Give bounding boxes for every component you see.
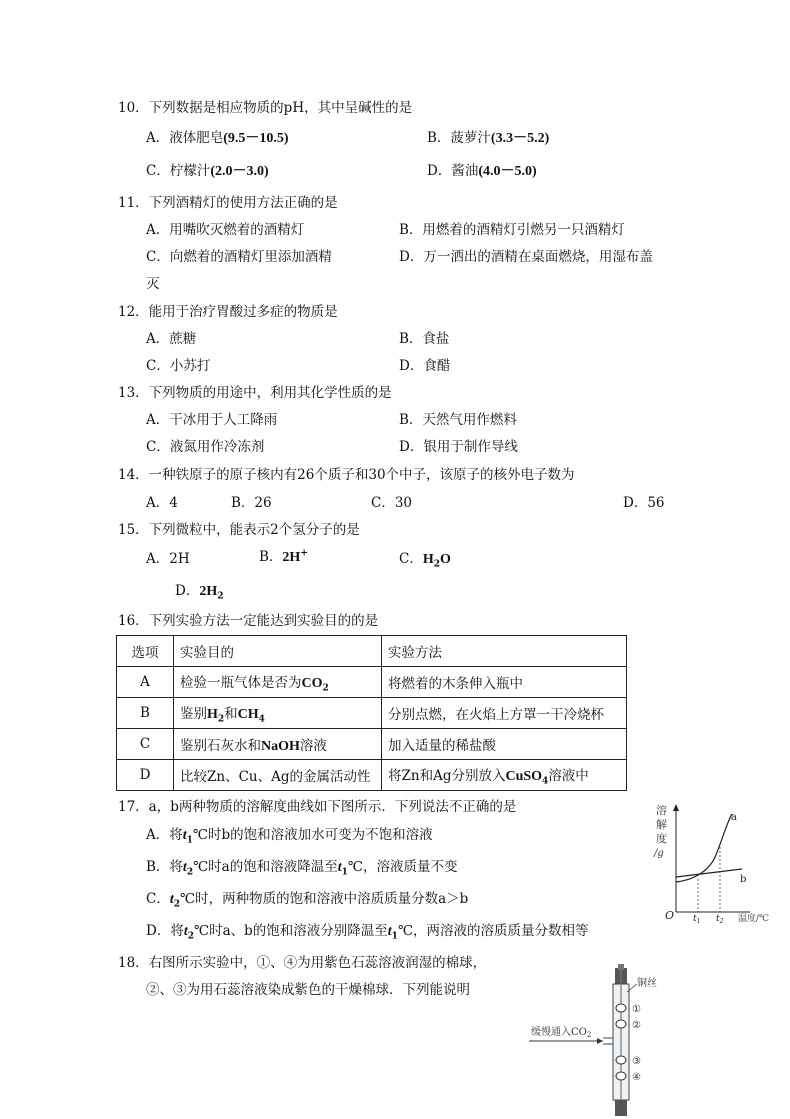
graph-ylabel-1: 溶 bbox=[656, 804, 667, 817]
cotton-ball-3 bbox=[616, 1056, 626, 1064]
q15-option-d: D．$2H_2$ bbox=[175, 583, 224, 602]
cotton-ball-2 bbox=[616, 1020, 626, 1028]
q14-option-c: C．30 bbox=[371, 495, 413, 511]
q17-stem: 17．a，b两种物质的溶解度曲线如下图所示．下列说法不正确的是 bbox=[118, 799, 517, 815]
y-axis-arrow bbox=[673, 804, 679, 811]
curve-b-label: b bbox=[740, 874, 747, 885]
q10-option-c: C．柠檬汁(2.0－3.0) bbox=[146, 163, 269, 179]
q10-stem: 10．下列数据是相应物质的pH，其中呈碱性的是 bbox=[118, 100, 413, 116]
q16-stem: 16．下列实验方法一定能达到实验目的的是 bbox=[118, 613, 379, 629]
ball-label-3: ③ bbox=[632, 1056, 641, 1067]
q18-line2: ②、③为用石蕊溶液染成紫色的干燥棉球．下列能说明 bbox=[146, 982, 470, 998]
q15-stem: 15．下列微粒中，能表示2个氢分子的是 bbox=[118, 522, 360, 538]
q11-option-a: A．用嘴吹灭燃着的酒精灯 bbox=[146, 222, 305, 238]
table-row bbox=[117, 698, 627, 729]
q11-option-b: B．用燃着的酒精灯引燃另一只酒精灯 bbox=[399, 222, 625, 238]
top-stopper-cap bbox=[618, 964, 624, 970]
graph-ylabel-3: 度 bbox=[656, 832, 667, 845]
q15-option-a: A．2H bbox=[146, 551, 190, 567]
curve-a-label: a bbox=[731, 812, 737, 823]
row-option: B bbox=[117, 698, 174, 729]
table-row bbox=[117, 760, 627, 791]
solubility-graph bbox=[650, 800, 785, 925]
q15-option-c: C．$H_2O$ bbox=[399, 551, 451, 570]
t1-label: $t_1$ bbox=[693, 914, 701, 925]
row-purpose: 检验一瓶气体是否为$CO_2$ bbox=[174, 667, 382, 698]
q13-option-d: D．银用于制作导线 bbox=[399, 439, 518, 455]
gas-arrow-head bbox=[597, 1038, 603, 1044]
q12-option-d: D．食醋 bbox=[399, 358, 451, 374]
q13-option-c: C．液氮用作冷冻剂 bbox=[146, 439, 265, 455]
table-row bbox=[117, 667, 627, 698]
header-option: 选项 bbox=[117, 636, 174, 667]
row-method: 加入适量的稀盐酸 bbox=[382, 729, 627, 760]
gas-label: 缓慢通入$CO_2$ bbox=[531, 1027, 592, 1039]
wire-label: 铜丝 bbox=[637, 978, 657, 989]
q13-option-b: B．天然气用作燃料 bbox=[399, 412, 517, 428]
header-method: 实验方法 bbox=[382, 636, 627, 667]
q12-option-b: B．食盐 bbox=[399, 331, 450, 347]
q14-option-d: D．56 bbox=[623, 495, 665, 511]
q11-option-c: C．向燃着的酒精灯里添加酒精 bbox=[146, 249, 332, 265]
q13-stem: 13．下列物质的用途中，利用其化学性质的是 bbox=[118, 385, 392, 401]
table-header-row bbox=[117, 636, 627, 667]
row-method: 分别点燃，在火焰上方罩一干冷烧杯 bbox=[382, 698, 627, 729]
row-option: C bbox=[117, 729, 174, 760]
q14-option-b: B．26 bbox=[231, 495, 272, 511]
cotton-ball-4 bbox=[616, 1072, 626, 1080]
q17-option-b: B．将$t_2℃$时a的饱和溶液降温至$t_1℃$，溶液质量不变 bbox=[146, 859, 458, 878]
header-purpose: 实验目的 bbox=[174, 636, 382, 667]
row-purpose: 比较Zn、Cu、Ag的金属活动性 bbox=[174, 760, 382, 791]
q11-option-d-cont: 灭 bbox=[146, 276, 160, 292]
q10-option-a: A．液体肥皂(9.5－10.5) bbox=[146, 130, 289, 146]
q11-stem: 11．下列酒精灯的使用方法正确的是 bbox=[118, 195, 338, 211]
ball-label-1: ① bbox=[632, 1004, 641, 1015]
ball-label-4: ④ bbox=[632, 1072, 641, 1083]
row-method: 将Zn和Ag分别放入CuSO$_4$溶液中 bbox=[382, 760, 627, 791]
q14-option-a: A．4 bbox=[146, 495, 178, 511]
bottom-stopper bbox=[615, 1100, 627, 1116]
q12-option-a: A．蔗糖 bbox=[146, 331, 197, 347]
q17-option-d: D．将$t_2℃$时a、b的饱和溶液分别降温至$t_1℃$，两溶液的溶质质量分数相等 bbox=[146, 923, 589, 942]
cotton-ball-1 bbox=[616, 1004, 626, 1012]
q10-option-b: B．菠萝汁(3.3－5.2) bbox=[427, 130, 550, 146]
q13-option-a: A．干冰用于人工降雨 bbox=[146, 412, 278, 428]
q12-option-c: C．小苏打 bbox=[146, 358, 211, 374]
co2-apparatus-figure bbox=[525, 962, 665, 1119]
curve-b bbox=[676, 869, 742, 877]
table-row bbox=[117, 729, 627, 760]
t2-label: $t_2$ bbox=[716, 914, 724, 925]
row-method: 将燃着的木条伸入瓶中 bbox=[382, 667, 627, 698]
q17-option-c: C．$t_2℃$时，两种物质的饱和溶液中溶质质量分数a＞b bbox=[146, 891, 469, 910]
q14-stem: 14．一种铁原子的原子核内有26个质子和30个中子，该原子的核外电子数为 bbox=[118, 467, 575, 483]
graph-ylabel-2: 解 bbox=[656, 818, 667, 831]
row-option: A bbox=[117, 667, 174, 698]
q12-stem: 12．能用于治疗胃酸过多症的物质是 bbox=[118, 304, 338, 320]
ball-label-2: ② bbox=[632, 1020, 641, 1031]
graph-ylabel-4: /g bbox=[654, 848, 664, 859]
row-purpose: 鉴别$H_2$和$CH_4$ bbox=[174, 698, 382, 729]
graph-origin: O bbox=[665, 909, 675, 922]
q10-option-d: D．酱油(4.0－5.0) bbox=[427, 163, 537, 179]
q17-option-a: A．将$t_1℃$时b的饱和溶液加水可变为不饱和溶液 bbox=[146, 827, 433, 846]
graph-xlabel: 温度/℃ bbox=[738, 914, 770, 924]
q11-option-d: D．万一洒出的酒精在桌面燃烧，用湿布盖 bbox=[399, 249, 653, 265]
q18-line1: 18．右图所示实验中，①、④为用紫色石蕊溶液润湿的棉球， bbox=[118, 955, 487, 971]
experiment-table bbox=[116, 635, 627, 791]
row-option: D bbox=[117, 760, 174, 791]
q15-option-b: B．2H+ bbox=[259, 548, 308, 565]
row-purpose: 鉴别石灰水和NaOH溶液 bbox=[174, 729, 382, 760]
